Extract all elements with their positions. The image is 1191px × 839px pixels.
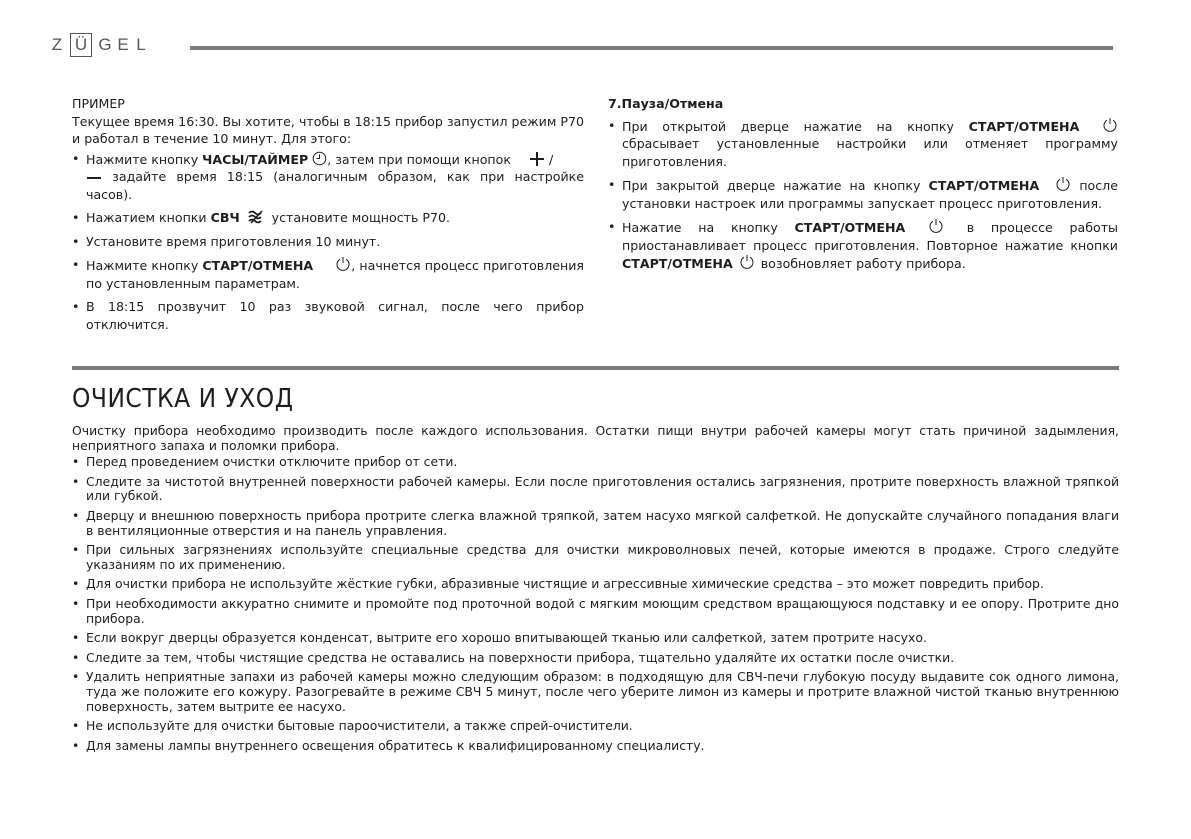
start-cancel-button-label: СТАРТ/ОТМЕНА [968, 118, 1080, 134]
cleaning-list [72, 455, 1119, 753]
microwave-waves-icon [247, 210, 265, 224]
clock-timer-button-label: ЧАСЫ/ТАЙМЕР [202, 151, 309, 167]
example-step-4: • Нажмите кнопку СТАРТ/ОТМЕНА , начнется процесс приготовления по установленным параметрам. [72, 256, 584, 292]
power-icon [1055, 176, 1071, 192]
power-icon [335, 256, 351, 272]
pause-item-2: • При закрытой дверце нажатие на кнопку СТАРТ/ОТМЕНА после установки настроек или программы запускает процесс приготовления. [608, 176, 1118, 212]
power-icon [928, 218, 944, 234]
cleaning-item: • При необходимости аккуратно снимите и промойте под проточной водой с мягким моющим средством вращающуюся подставку и ее опору. Протрите дно прибора. [72, 597, 1119, 626]
power-icon [739, 254, 755, 270]
pause-cancel-section [608, 95, 1118, 273]
cleaning-item: • Следите за чистотой внутренней поверхности рабочей камеры. Если после приготовления остались загрязнения, протрите поверхность влажной тряпкой или губкой. [72, 475, 1119, 504]
pause-cancel-heading: 7.Пауза/Отмена [608, 96, 724, 111]
power-icon [1102, 117, 1118, 133]
clock-icon [312, 151, 327, 166]
pause-cancel-list [608, 117, 1118, 273]
cleaning-item: • Не используйте для очистки бытовые пароочистители, а также спрей-очистители. [72, 719, 1119, 734]
logo-letter: E [117, 35, 129, 54]
cleaning-section-title: ОЧИСТКА И УХОД [72, 384, 294, 414]
example-section [72, 95, 584, 333]
pause-item-1: • При открытой дверце нажатие на кнопку СТАРТ/ОТМЕНА сбрасывает установленные настройки или отменяет программу приготовления. [608, 117, 1118, 171]
example-step-2: • Нажатием кнопки СВЧ установите мощность P70. [72, 209, 584, 227]
plus-icon [529, 150, 545, 166]
start-cancel-button-label: СТАРТ/ОТМЕНА [928, 178, 1040, 193]
section-divider [72, 366, 1119, 370]
start-cancel-button-label: СТАРТ/ОТМЕНА [622, 256, 733, 271]
microwave-button-label: СВЧ [210, 210, 240, 225]
example-steps [72, 150, 584, 334]
brand-logo [48, 33, 150, 57]
cleaning-intro: Очистку прибора необходимо производить после каждого использования. Остатки пищи внутри рабочей камеры могут стать причиной задымления, неприятного запаха и поломки прибора. [72, 423, 1119, 453]
cleaning-item: • При сильных загрязнениях используйте специальные средства для очистки микроволновых печей, которые имеются в продаже. Строго следуйте указаниям по их применению. [72, 543, 1119, 572]
logo-letter: G [98, 35, 112, 54]
cleaning-item: • Если вокруг дверцы образуется конденсат, вытрите его хорошо впитывающей тканью или салфеткой, затем протрите насухо. [72, 631, 1119, 646]
example-intro: Текущее время 16:30. Вы хотите, чтобы в 18:15 прибор запустил режим P70 и работал в течение 10 минут. Для этого: [72, 113, 584, 146]
cleaning-item: • Удалить неприятные запахи из рабочей камеры можно следующим образом: в подходящую для СВЧ-печи глубокую посуду выдавите сок одного лимона, туда же положите его кожуру. Разогревайте в режиме СВЧ 5 минут, после чего уберите лимон из камеры и протрите влажной чистой тканью внутреннюю поверхность, затем вытрите ее насухо. [72, 670, 1119, 714]
pause-item-3: • Нажатие на кнопку СТАРТ/ОТМЕНА в процессе работы приостанавливает процесс приготовления. Повторное нажатие кнопки СТАРТ/ОТМЕНА возобновляет работу прибора. [608, 218, 1118, 273]
logo-letter: L [136, 35, 146, 54]
start-cancel-button-label: СТАРТ/ОТМЕНА [202, 258, 314, 273]
example-step-5: • В 18:15 прозвучит 10 раз звуковой сигнал, после чего прибор отключится. [72, 298, 584, 333]
cleaning-section [72, 424, 1119, 753]
minus-icon [86, 173, 102, 183]
header-divider [190, 46, 1113, 50]
cleaning-item: • Для замены лампы внутреннего освещения обратитесь к квалифицированному специалисту. [72, 739, 1119, 754]
cleaning-item: • Для очистки прибора не используйте жёсткие губки, абразивные чистящие и агрессивные химические средства – это может повредить прибор. [72, 577, 1119, 592]
example-heading: ПРИМЕР [72, 96, 125, 111]
logo-letter-boxed: Ü [70, 33, 92, 57]
cleaning-item: • Перед проведением очистки отключите прибор от сети. [72, 455, 1119, 470]
example-step-1: • Нажмите кнопку ЧАСЫ/ТАЙМЕР , затем при помощи кнопок / задайте время 18:15 (аналогичным образом, как при настройке часов). [72, 150, 584, 204]
example-step-3: • Установите время приготовления 10 минут. [72, 233, 584, 251]
cleaning-item: • Следите за тем, чтобы чистящие средства не оставались на поверхности прибора, тщательно удаляйте их остатки после очистки. [72, 651, 1119, 666]
start-cancel-button-label: СТАРТ/ОТМЕНА [794, 220, 906, 235]
logo-letter: Z [51, 35, 63, 54]
cleaning-item: • Дверцу и внешнюю поверхность прибора протрите слегка влажной тряпкой, затем насухо мягкой салфеткой. Не допускайте случайного попадания влаги в вентиляционные отверстия и на панель управления. [72, 509, 1119, 538]
